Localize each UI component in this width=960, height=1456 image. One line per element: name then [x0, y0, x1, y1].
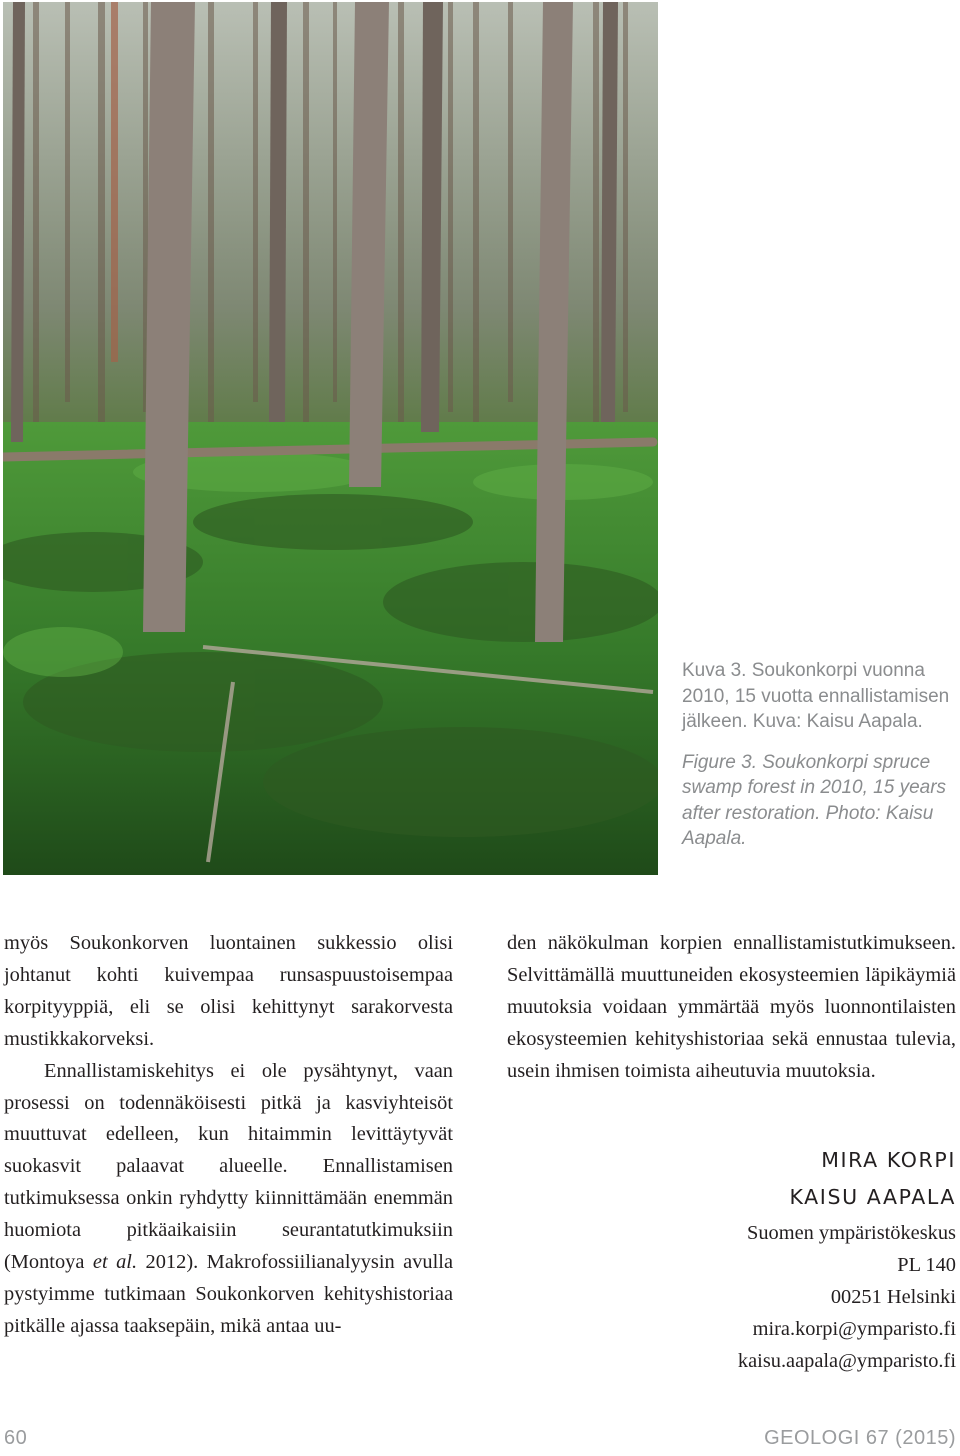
paragraph-left-2 [4, 1056, 453, 1343]
citation-et-al: et al. [92, 1251, 138, 1274]
paragraph-left-2-text-a: Ennallistamiskehitys ei ole pysähtynyt, vaan prosessi on todennäköisesti pitkä ja kasviyhteisöt muuttuvat edelleen, kun hitaimmin levittäytyvät suokasvit palaavat alueelle. Ennallistamisen tutkimuksessa onkin ryhdytty kiinnittämään enemmän huomiota pitkäaikaisiin seurantatutkimuksiin (Montoya [4, 1059, 453, 1274]
author-name-2: KAISU AAPALA [789, 1185, 956, 1209]
caption-english: Figure 3. Soukonkorpi spruce swamp forest in 2010, 15 years after restoration. Photo: Kaisu Aapala. [682, 751, 947, 849]
figure-caption [682, 658, 952, 852]
author-name-1: MIRA KORPI [821, 1148, 956, 1172]
paragraph-left-1: myös Soukonkorven luontainen sukkessio olisi johtanut kohti kuivempaa runsaspuustoisempaa korpityyppiä, eli se olisi kehittynyt sarakorvesta mustikkakorveksi. [4, 932, 453, 1050]
author-email-1[interactable]: mira.korpi@ymparisto.fi [752, 1317, 956, 1340]
paragraph-right-1: den näkökulman korpien ennallistamistutkimukseen. Selvittämällä muuttuneiden ekosysteemien läpikäymiä muutoksia voidaan ymmärtää myös luonnontilaisten ekosysteemien kehityshistoriaa sekä ennustaa tulevia, usein ihmisen toimista aiheutuvia muutoksia. [507, 932, 956, 1082]
author-institution: Suomen ympäristökeskus [747, 1222, 956, 1244]
body-column-left [4, 928, 453, 1343]
paragraph-left-2-text-b: 2012). Makrofossiilianalyysin avulla pystyimme tutkimaan Soukonkorven kehityshistoriaa pitkälle ajassa taaksepäin, mikä antaa uu- [4, 1251, 454, 1337]
author-email-2[interactable]: kaisu.aapala@ymparisto.fi [737, 1349, 956, 1372]
forest-photo [3, 2, 658, 875]
page-number: 60 [4, 1427, 28, 1449]
author-postal-address: 00251 Helsinki [830, 1285, 956, 1308]
author-block [560, 1142, 956, 1378]
body-column-right [507, 928, 956, 1088]
author-po-box: PL 140 [897, 1253, 956, 1276]
journal-footer: GEOLOGI 67 (2015) [764, 1427, 956, 1449]
caption-finnish: Kuva 3. Soukonkorpi vuonna 2010, 15 vuotta ennallistamisen jälkeen. Kuva: Kaisu Aapala. [682, 660, 950, 732]
